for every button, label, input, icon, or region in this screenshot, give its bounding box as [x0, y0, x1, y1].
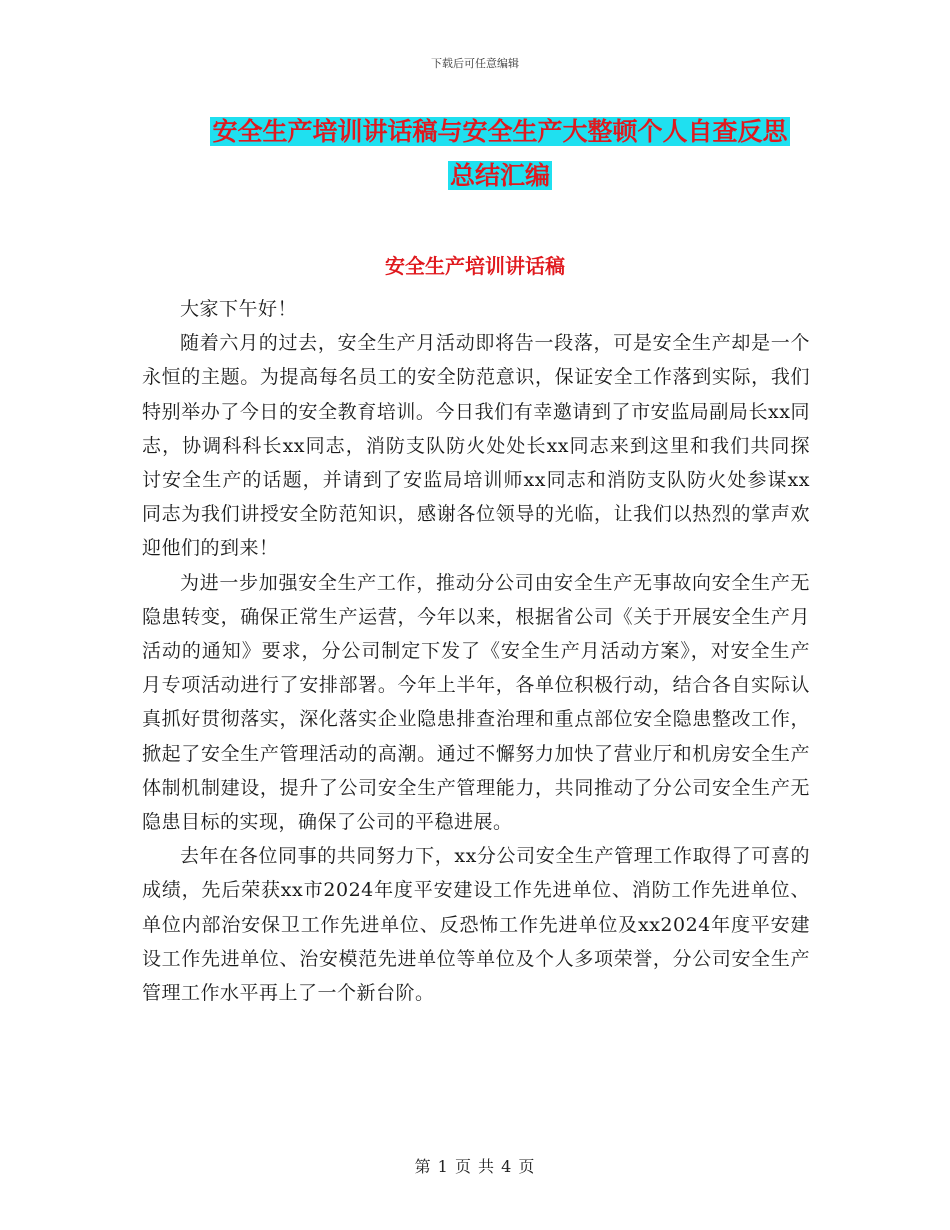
section-title: 安全生产培训讲话稿 — [385, 254, 565, 278]
header-note: 下载后可任意编辑 — [431, 57, 519, 70]
document-body — [142, 292, 810, 1010]
paragraph-greeting: 大家下午好！ — [180, 298, 298, 320]
document-title-line-1: 安全生产培训讲话稿与安全生产大整顿个人自查反思 — [212, 117, 788, 146]
document-title — [140, 110, 860, 198]
document-title-line-2: 总结汇编 — [449, 161, 550, 190]
paragraph: 去年在各位同事的共同努力下，xx分公司安全生产管理工作取得了可喜的成绩，先后荣获xx市2024年度平安建设工作先进单位、消防工作先进单位、单位内部治安保卫工作先进单位、反恐怖工作先进单位及xx2024年度平安建设工作先进单位、治安模范先进单位等单位及个人多项荣誉，分公司安全生产管理工作水平再上了一个新台阶。 — [142, 845, 810, 1005]
paragraph: 随着六月的过去，安全生产月活动即将告一段落，可是安全生产却是一个永恒的主题。为提高每名员工的安全防范意识，保证安全工作落到实际，我们特别举办了今日的安全教育培训。今日我们有幸邀请到了市安监局副局长xx同志，协调科科长xx同志，消防支队防火处处长xx同志来到这里和我们共同探讨安全生产的话题，并请到了安监局培训师xx同志和消防支队防火处参谋xx同志为我们讲授安全防范知识，感谢各位领导的光临，让我们以热烈的掌声欢迎他们的到来！ — [142, 332, 810, 560]
paragraph: 为进一步加强安全生产工作，推动分公司由安全生产无事故向安全生产无隐患转变，确保正常生产运营，今年以来，根据省公司《关于开展安全生产月活动的通知》要求，分公司制定下发了《安全生产月活动方案》，对安全生产月专项活动进行了安排部署。今年上半年，各单位积极行动，结合各自实际认真抓好贯彻落实，深化落实企业隐患排查治理和重点部位安全隐患整改工作，掀起了安全生产管理活动的高潮。通过不懈努力加快了营业厅和机房安全生产体制机制建设，提升了公司安全生产管理能力，共同推动了分公司安全生产无隐患目标的实现，确保了公司的平稳进展。 — [142, 571, 810, 834]
page-number: 第 1 页 共 4 页 — [414, 1157, 536, 1176]
